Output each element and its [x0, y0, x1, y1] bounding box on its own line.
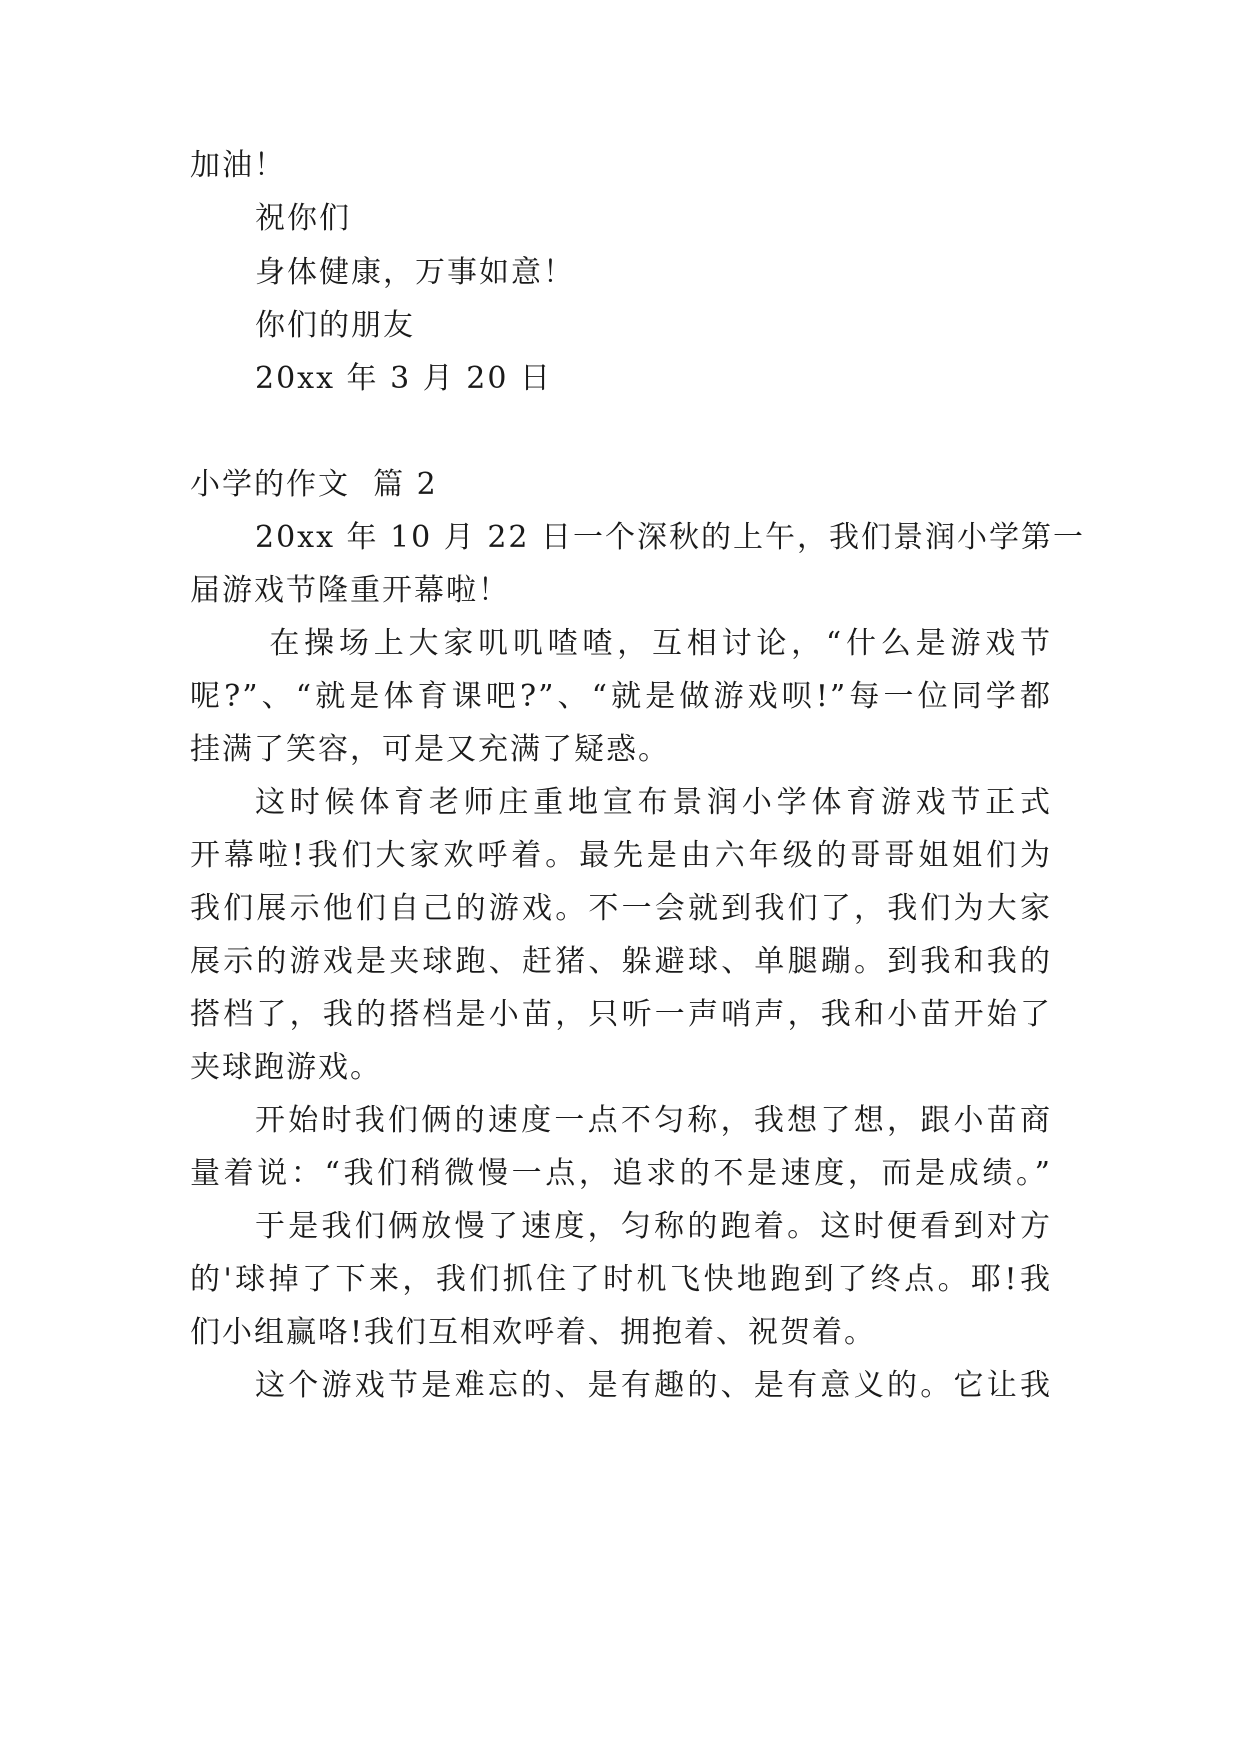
paragraph-line: 20xx 年 10 月 22 日一个深秋的上午，我们景润小学第一 [255, 520, 1086, 555]
signature-line: 你们的朋友 [255, 308, 415, 343]
paragraph-line: 挂满了笑容，可是又充满了疑惑。 [190, 732, 670, 767]
wish-line-1: 祝你们 [255, 201, 351, 236]
paragraph-line: 呢?”、“就是体育课吧?”、“就是做游戏呗!”每一位同学都 [190, 679, 1052, 714]
paragraph-line: 届游戏节隆重开幕啦！ [190, 573, 510, 608]
paragraph-line: 展示的游戏是夹球跑、赶猪、躲避球、单腿蹦。到我和我的 [190, 944, 1052, 979]
paragraph-line: 我们展示他们自己的游戏。不一会就到我们了，我们为大家 [190, 891, 1052, 926]
paragraph-line: 量着说：“我们稍微慢一点，追求的不是速度，而是成绩。” [190, 1156, 1052, 1191]
paragraph-line: 搭档了，我的搭档是小苗，只听一声哨声，我和小苗开始了 [190, 997, 1052, 1032]
paragraph-line: 夹球跑游戏。 [190, 1050, 382, 1085]
essay-heading: 小学的作文 篇 2 [190, 467, 438, 502]
paragraph-line: 这时候体育老师庄重地宣布景润小学体育游戏节正式 [255, 785, 1052, 820]
paragraph-line: 的'球掉了下来，我们抓住了时机飞快地跑到了终点。耶!我 [190, 1262, 1052, 1297]
date-line: 20xx 年 3 月 20 日 [255, 361, 552, 396]
paragraph-line: 开幕啦!我们大家欢呼着。最先是由六年级的哥哥姐姐们为 [190, 838, 1052, 873]
paragraph-line: 在操场上大家叽叽喳喳，互相讨论，“什么是游戏节 [255, 626, 1052, 661]
closing-line: 加油！ [190, 148, 286, 183]
paragraph-line: 这个游戏节是难忘的、是有趣的、是有意义的。它让我 [255, 1368, 1052, 1403]
paragraph-line: 开始时我们俩的速度一点不匀称，我想了想，跟小苗商 [255, 1103, 1052, 1138]
paragraph-line: 们小组赢咯!我们互相欢呼着、拥抱着、祝贺着。 [190, 1315, 877, 1350]
paragraph-line: 于是我们俩放慢了速度，匀称的跑着。这时便看到对方 [255, 1209, 1052, 1244]
wish-line-2: 身体健康，万事如意！ [255, 255, 575, 290]
